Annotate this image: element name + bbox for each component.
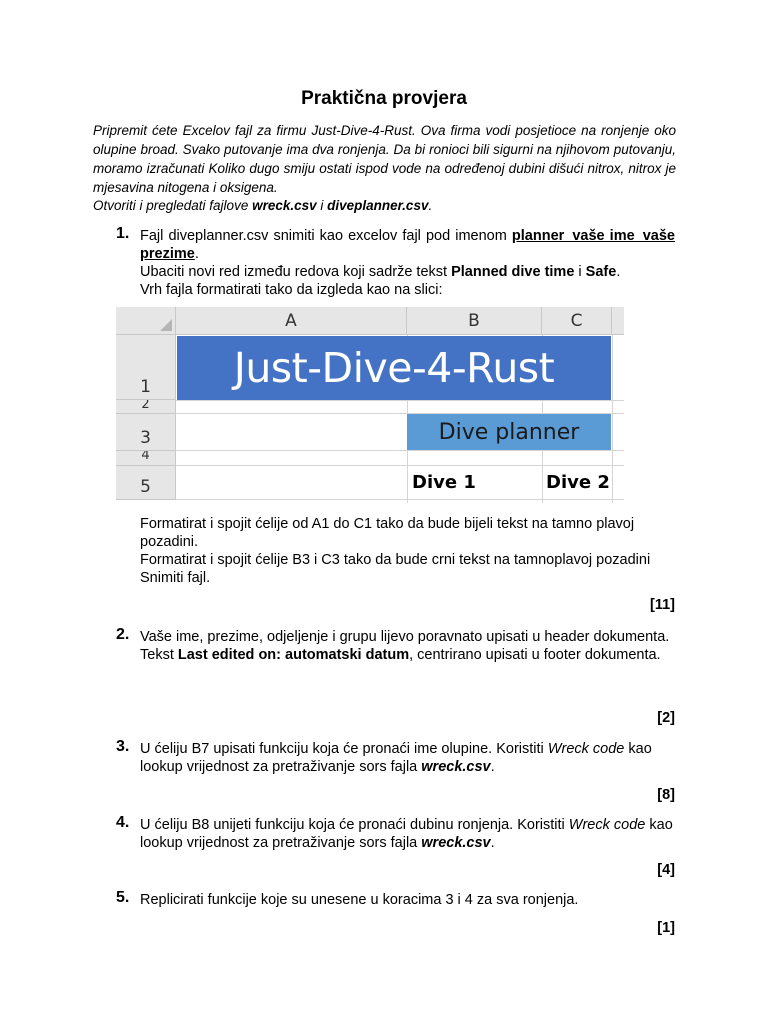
task-2-line-2-prefix: Tekst (140, 647, 178, 663)
task-3-suffix: . (490, 759, 495, 775)
task-3-mid: kao lookup vrijednost za pretraživanje sors fajla (140, 741, 652, 775)
task-2-line-2 (140, 646, 675, 664)
task-1-line-2 (140, 263, 675, 281)
cell-a1-merged: Just-Dive-4-Rust (177, 336, 611, 400)
task-1-line-2-mid: i (574, 264, 586, 280)
task-1-after-3: Snimiti fajl. (140, 570, 211, 586)
task-1-number: 1. (116, 225, 130, 242)
column-header-c: C (542, 307, 612, 335)
task-1-instructions (140, 515, 675, 587)
grid-line (176, 450, 624, 451)
task-5-number: 5. (116, 889, 130, 906)
task-1-after-2: Formatirat i spojit ćelije B3 i C3 tako da bude crni tekst na tamnoplavoj pozadini (140, 552, 651, 568)
task-5-points: [1] (657, 920, 675, 936)
task-3-paragraph (140, 740, 675, 776)
task-1-points: [11] (650, 597, 675, 613)
task-1-line-3: Vrh fajla formatirati tako da izgleda kao na slici: (140, 282, 443, 298)
task-3-number: 3. (116, 738, 130, 755)
cell-b5: Dive 1 (412, 471, 476, 493)
cell-b3-merged: Dive planner (407, 414, 611, 450)
task-2-text (140, 628, 675, 664)
task-2-number: 2. (116, 626, 130, 643)
task-3-points: [8] (657, 787, 675, 803)
task-4-file: wreck.csv (421, 835, 491, 851)
task-1-line-1 (140, 227, 675, 263)
file-name-diveplanner: diveplanner.csv (327, 198, 429, 213)
grid-line (176, 400, 624, 401)
task-2-line-1: Vaše ime, prezime, odjeljenje i grupu lijevo poravnato upisati u header dokumenta. (140, 629, 670, 645)
row-header-5: 5 (116, 466, 176, 500)
grid-line (612, 335, 613, 503)
task-1-text (140, 227, 675, 299)
open-files-suffix: . (428, 198, 433, 213)
task-1-line-1-suffix: . (194, 246, 199, 262)
cell-c5: Dive 2 (546, 471, 610, 493)
task-4-paragraph (140, 816, 675, 852)
row-header-1: 1 (116, 335, 176, 400)
open-files-mid: i (316, 198, 328, 213)
column-header-b: B (407, 307, 542, 335)
task-1-line-2-suffix: . (616, 264, 621, 280)
task-1-planned-dive-time: Planned dive time (451, 264, 575, 280)
task-3-text (140, 740, 675, 776)
intro-paragraph: Pripremit ćete Excelov fajl za firmu Just-Dive-4-Rust. Ova firma vodi posjetioce na ronjenje oko olupine broad. Svako putovanje ima dva ronjenja. Da bi ronioci bili sigurni na njihovom putovanju, moramo izračunati Koliko dugo smiju ostati ispod vode na određenoj dubini dišući nitrox, nitrox je mjesavina nitogena i oksigena. (93, 123, 676, 195)
task-3-prefix: U ćeliju B7 upisati funkciju koja će pronaći ime olupine. Koristiti (140, 741, 548, 757)
open-files-line (93, 196, 432, 215)
row-header-3: 3 (116, 414, 176, 451)
grid-line (176, 499, 624, 500)
task-5-text (140, 891, 675, 909)
task-5-paragraph: Replicirati funkcije koje su unesene u koracima 3 i 4 za sva ronjenja. (140, 892, 579, 908)
task-2-last-edited: Last edited on: automatski datum (177, 647, 410, 663)
task-1-line-2-prefix: Ubaciti novi red između redova koji sadrže tekst (140, 264, 452, 280)
task-2-points: [2] (657, 710, 675, 726)
row-header-2: 2 (116, 400, 176, 414)
task-4-wreck-code: Wreck code (568, 817, 646, 833)
task-4-text (140, 816, 675, 852)
select-all-corner (116, 307, 176, 335)
task-4-prefix: U ćeliju B8 unijeti funkciju koja će pronaći dubinu ronjenja. Koristiti (140, 817, 569, 833)
grid-line (176, 465, 624, 466)
task-4-suffix: . (490, 835, 495, 851)
task-4-mid: kao lookup vrijednost za pretraživanje sors fajla (140, 817, 673, 851)
task-1-safe: Safe (585, 264, 617, 280)
row-header-4: 4 (116, 451, 176, 466)
task-1-line-1-prefix: Fajl diveplanner.csv snimiti kao excelov fajl pod imenom (140, 228, 512, 244)
task-3-file: wreck.csv (421, 759, 491, 775)
file-name-wreck: wreck.csv (252, 198, 317, 213)
column-header-a: A (176, 307, 407, 335)
task-4-number: 4. (116, 814, 130, 831)
task-4-points: [4] (657, 862, 675, 878)
task-1-after-1: Formatirat i spojit ćelije od A1 do C1 tako da bude bijeli tekst na tamno plavoj pozadini. (140, 516, 635, 550)
column-header-d (612, 307, 624, 335)
corner-triangle-icon (160, 319, 172, 331)
page-title: Praktična provjera (301, 88, 467, 109)
spreadsheet-figure (116, 307, 624, 503)
task-2-line-2-suffix: , centrirano upisati u footer dokumenta. (409, 647, 661, 663)
task-1-file-name: planner_vaše ime_vaše prezime (140, 228, 675, 262)
open-files-prefix: Otvoriti i pregledati fajlove (93, 198, 253, 213)
task-3-wreck-code: Wreck code (547, 741, 625, 757)
